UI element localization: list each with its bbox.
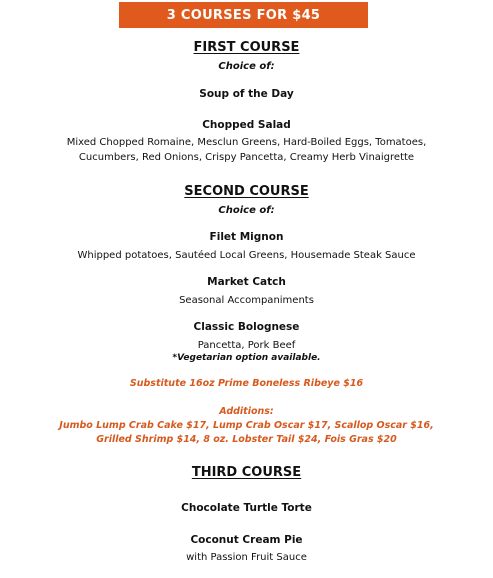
additions-label: Additions: <box>219 406 274 417</box>
classic-bolognese-desc: Pancetta, Pork Beef <box>197 340 296 351</box>
dish-coconut-cream-pie: Coconut Cream Pie <box>190 534 303 546</box>
dish-market-catch: Market Catch <box>207 276 286 288</box>
dish-filet-mignon: Filet Mignon <box>209 231 284 243</box>
menu-banner <box>119 2 368 28</box>
coconut-cream-pie-desc: with Passion Fruit Sauce <box>186 552 307 563</box>
ribeye-substitute: Substitute 16oz Prime Boneless Ribeye $16 <box>129 378 364 389</box>
chopped-salad-desc-line-2: Cucumbers, Red Onions, Crispy Pancetta, Creamy Herb Vinaigrette <box>78 152 415 163</box>
first-course-title: FIRST COURSE <box>193 40 300 55</box>
filet-mignon-desc: Whipped potatoes, Sautéed Local Greens, Housemade Steak Sauce <box>77 250 416 261</box>
dish-classic-bolognese: Classic Bolognese <box>193 321 300 333</box>
banner-title: 3 COURSES FOR $45 <box>166 7 321 23</box>
third-course-title: THIRD COURSE <box>191 465 302 480</box>
dish-chopped-salad: Chopped Salad <box>202 119 291 131</box>
additions-line-2: Grilled Shrimp $14, 8 oz. Lobster Tail $24, Fois Gras $20 <box>96 434 397 445</box>
second-course-choice-label: Choice of: <box>218 205 275 216</box>
vegetarian-note: *Vegetarian option available. <box>172 353 321 363</box>
market-catch-desc: Seasonal Accompaniments <box>179 295 314 306</box>
additions-line-1: Jumbo Lump Crab Cake $17, Lump Crab Oscar $17, Scallop Oscar $16, <box>59 420 434 431</box>
dish-soup-of-the-day: Soup of the Day <box>199 88 294 100</box>
second-course-title: SECOND COURSE <box>184 184 309 199</box>
chopped-salad-desc-line-1: Mixed Chopped Romaine, Mesclun Greens, Hard-Boiled Eggs, Tomatoes, <box>66 137 427 148</box>
dish-chocolate-turtle-torte: Chocolate Turtle Torte <box>181 502 312 514</box>
first-course-choice-label: Choice of: <box>218 61 275 72</box>
